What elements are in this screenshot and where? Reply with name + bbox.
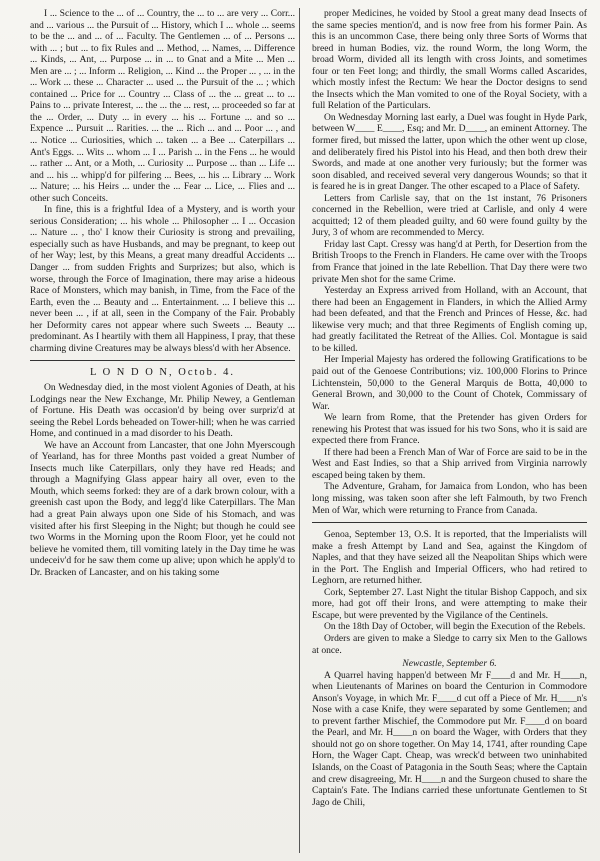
sledge-paragraph: Orders are given to make a Sledge to carry six Men to the Gallows at once.	[312, 632, 587, 656]
right-paragraph-carlisle: Letters from Carlisle say, that on the 1st instant, 76 Prisoners concerned in the Rebellion, were tried at Carlisle, and only 4 were acquitted; 12 of them pleaded guilty, and 60 were found guilty by the Jury, 3 of whom are recommended to Mercy.	[312, 192, 587, 239]
right-paragraph-war: If there had been a French Man of War of Force are said to be in the West and East Indies, so that a Ship arrived from Virginia narrowly escaped being taken by them.	[312, 446, 587, 481]
right-paragraph-holland: Yesterday an Express arrived from Holland, with an Account, that there had been an Engagement in Flanders, in which the Allied Army had been defeated, and that the French and Princes of Hesse, &c. had likewise very much; and that three Regiments of English coming up, had greatly facilitated the Retreat of the Allies. Col. Montague is said to be killed.	[312, 285, 587, 354]
execution-paragraph: On the 18th Day of October, will begin the Execution of the Rebels.	[324, 621, 586, 633]
right-paragraph-1: proper Medicines, he voided by Stool a great many dead Insects of the same species mention'd, and is now free from his former Pain. As this is an uncommon Case, there being only three Sorts of Worms that breed in human Bodies, viz. the round Worm, the long Worm, the broad Worm, divided all its length with cross Joints, and sometimes four or ten Feet long; and thirdly, the small Worms called Ascarides, which mostly infest the Rectum: We hear the Doctor designs to send the Insects which the Man vomited to one of the Royal Society, with a full Relation of the Particulars.	[312, 8, 587, 112]
newcastle-paragraph: A Quarrel having happen'd between Mr F____d and Mr. H____n, when Lieutenants of Marines on board the Centurion in Commodore Anson's Voyage, in which Mr. F____d cut off a Piece of Mr. H____n's Nose with a case Knife, they were separated by some Gentlemen; and to prevent farther Mischief, the Commodore put Mr. F____d on board the Pearl, and Mr. H____n on board the Wager, with Orders that they should not go on shore together. On May 14, 1741, after rounding Cape Horn, the Wager Capt. Cheap, was wreck'd between two uninhabited Islands, on the Coast of Patagonia in the South Seas; where the Captain and crew disagreeing, Mr. H____n and the Surgeon chused to share the Captain's Fate. The Indians carried these unfortunate Gentlemen to St Jago de Chili,	[312, 669, 587, 808]
genoa-paragraph: Genoa, September 13, O.S. It is reported, that the Imperialists will make a fresh Attempt by Land and Sea, against the Kingdom of Naples, and that they have seized all the Neapolitan Ships which were in the Port. The English and Imperial Officers, who had retired to Leghorn, are returned hither.	[312, 529, 587, 587]
essay-paragraph-2: In fine, this is a frightful Idea of a Mystery, and is worth your serious Consideration; ... his whole ... Philosopher ... I ... Occasion ... Nature ... , tho' I know their Curiosity is strong and prevailing, especially such as have Husbands, and may be pregnant, to keep out of her Way; lest, by this Means, a great many dreadful Accidents ... Danger ... from sudden Frights and Surprizes; but also, which is worse, through the Force of Imagination, there may arise a hideous Race of Monsters, which may banish, in Time, from the Face of the Earth, even the ... Beauty and ... Entertainment. ... I believe this ... never been ... , if at all, seen in the Company of the Fair. Probably her Deformity cares not appear where such Sweets ... Beauty ... predominant. As I heartily with them all Happiness, I pray, that these charming divine Creatures may be always bless'd with her Absence.	[30, 204, 295, 354]
right-paragraph-perth: Friday last Capt. Cressy was hang'd at Perth, for Desertion from the British Troops to the French in Flanders. He came over with the Troops from France that joined in the late Rebellion. That Day there were two private Men shot for the same Crime.	[312, 238, 587, 285]
right-paragraph-duel: On Wednesday Morning last early, a Duel was fought in Hyde Park, between W____ E____, Esq; and Mr. D____, an eminent Attorney. The former fired, but missed the latter, upon which the other went up close, and deliberately fired his Pistol into his Head, and then both drew their Swords, and made at one another very furiously; but the former was soon disabled, and received several very dangerous Wounds; so that it is feared he is in great Danger. The other escaped to a Place of Safety.	[312, 111, 587, 193]
right-paragraph-rome: We learn from Rome, that the Pretender has given Orders for renewing his Protest that was issued for his two Sons, who it is said are expected there from France.	[312, 412, 587, 447]
section-divider-right	[312, 522, 587, 523]
news-paragraph-lancaster: We have an Account from Lancaster, that one John Myerscough of Yearland, has for three Months past voided a great Number of Insects much like Caterpillars, only they have red Heads; and through a Magnifying Glass appear hairy all over, even to the Mouth, which seems forked: they are of a dark brown colour, with a greenish cast upon the Body, and legg'd like Caterpillars. The Man had a great Pain always upon one Side of his Stomach, and was visited after his first Sleeping in the Night; but though he could see two Worms in the Morning upon the Room Floor, yet he could not believe he vomited them, till vomiting lately in the Day time he was undeceiv'd for he saw them come up alive; upon which he apply'd to Dr. Bracken of Lancaster, and on his taking some	[30, 439, 295, 578]
column-rule	[299, 8, 300, 853]
cork-paragraph: Cork, September 27. Last Night the titular Bishop Cappoch, and six more, had got off their Irons, and were attempting to make their Escape, but were prevented by the Vigilance of the Centinels.	[312, 586, 587, 621]
right-paragraph-imperial: Her Imperial Majesty has ordered the following Gratifications to be paid out of the Genoese Contributions; viz. 100,000 Florins to Prince Lichtenstein, 50,000 to the General Marquis de Botta, 40,000 to General Brown, and 30,000 to the Count of Chotek, Commissary of War.	[312, 354, 587, 412]
london-dateline: L O N D O N, Octob. 4.	[89, 367, 236, 379]
left-column	[30, 8, 295, 853]
news-paragraph-newey: On Wednesday died, in the most violent Agonies of Death, at his Lodgings near the New Exchange, Mr. Philip Newey, a Gentleman of Fortune. His Death was occasion'd by being over surpriz'd at seeing the Rebel Lords beheaded on Tower-hill; when he was carried Home, and continued in a mad disorder to his Death.	[30, 381, 295, 440]
essay-paragraph-1: I ... Science to the ... of ... Country, the ... to ... are very ... Corr... and ... various ... the Pursuit of ... History, which I ... whole ... seems to be the ... and ... of ... Faculty. The Gentlemen ... of ... Persons ... with ... ; but ... to fix Rules and ... Method, ... Names, ... Difference ... Kinds, ... Ant, ... Purpose ... in ... to Gnat and a Mite ... Men ... Men are ... ; ... Inform ... Religion, ... Kind ... the Proper ... , ... in the ... Work ... these ... Character ... used ... the Pursuit of the ... ; which contained ... Price for ... Country ... Class of ... the ... great ... to ... Pains to ... private Interest, ... the ... the ... rest, ... proceeded so far at the ... Order, ... Duty ... in every ... his ... Fortune ... and so ... Expence ... Pursuit ... Rarities. ... the ... Rich ... and ... Poor ... , and ... Notice ... Curiosities, which ... taken ... a Bee ... Caterpillars ... Ant's Eggs. ... Wits ... whom ... I ... Parish ... in the Fens ... he would ... rather ... Ant, or a Moth, ... Curiosity ... Purpose ... than ... Life ... and ... his ... whipp'd for pilfering ... Bees, ... his ... Library ... Work ... Nature; ... his Heirs ... under the ... Fear ... Lice, ... Flies and ... other such Conceits.	[30, 8, 295, 204]
right-column	[312, 8, 587, 853]
section-divider	[30, 360, 295, 361]
newcastle-dateline: Newcastle, September 6.	[402, 658, 497, 670]
right-paragraph-adventure: The Adventure, Graham, for Jamaica from London, who has been long missing, was taken soon after she left Falmouth, by two French Men of War, which were returning to France from Canada.	[312, 481, 587, 516]
